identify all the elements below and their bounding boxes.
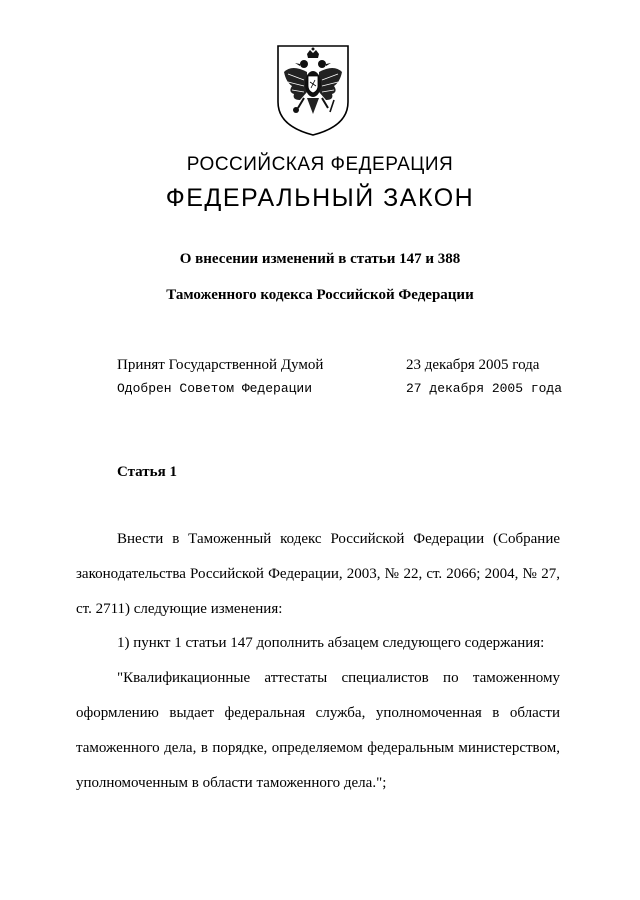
law-title-line-2: Таможенного кодекса Российской Федерации — [166, 287, 474, 303]
article-intro-paragraph: Внести в Таможенный кодекс Российской Федерации (Собрание законодательства Российской Федерации, 2003, № 22, ст. 2066; 2004, № 27, ст. 2711) следующие изменения: — [76, 531, 560, 617]
article-item-1: 1) пункт 1 статьи 147 дополнить абзацем следующего содержания: — [117, 635, 545, 651]
law-type-heading: ФЕДЕРАЛЬНЫЙ ЗАКОН — [165, 184, 475, 212]
approved-by-council-date: 27 декабря 2005 года — [406, 381, 563, 396]
adopted-by-duma-date: 23 декабря 2005 года — [406, 357, 540, 373]
approved-by-council-label: Одобрен Советом Федерации — [117, 381, 313, 396]
article-heading: Статья 1 — [117, 464, 177, 480]
coat-of-arms-icon — [274, 42, 352, 138]
law-title-line-1: О внесении изменений в статьи 147 и 388 — [179, 251, 461, 267]
country-name: РОССИЙСКАЯ ФЕДЕРАЦИЯ — [186, 154, 454, 175]
adopted-by-duma-label: Принят Государственной Думой — [117, 357, 324, 373]
article-quote-paragraph: "Квалификационные аттестаты специалистов по таможенному оформлению выдает федеральная служба, уполномоченная в области таможенного дела, в порядке, определяемом федеральным министерством, уполномоченным в области таможенного дела."; — [76, 670, 560, 791]
